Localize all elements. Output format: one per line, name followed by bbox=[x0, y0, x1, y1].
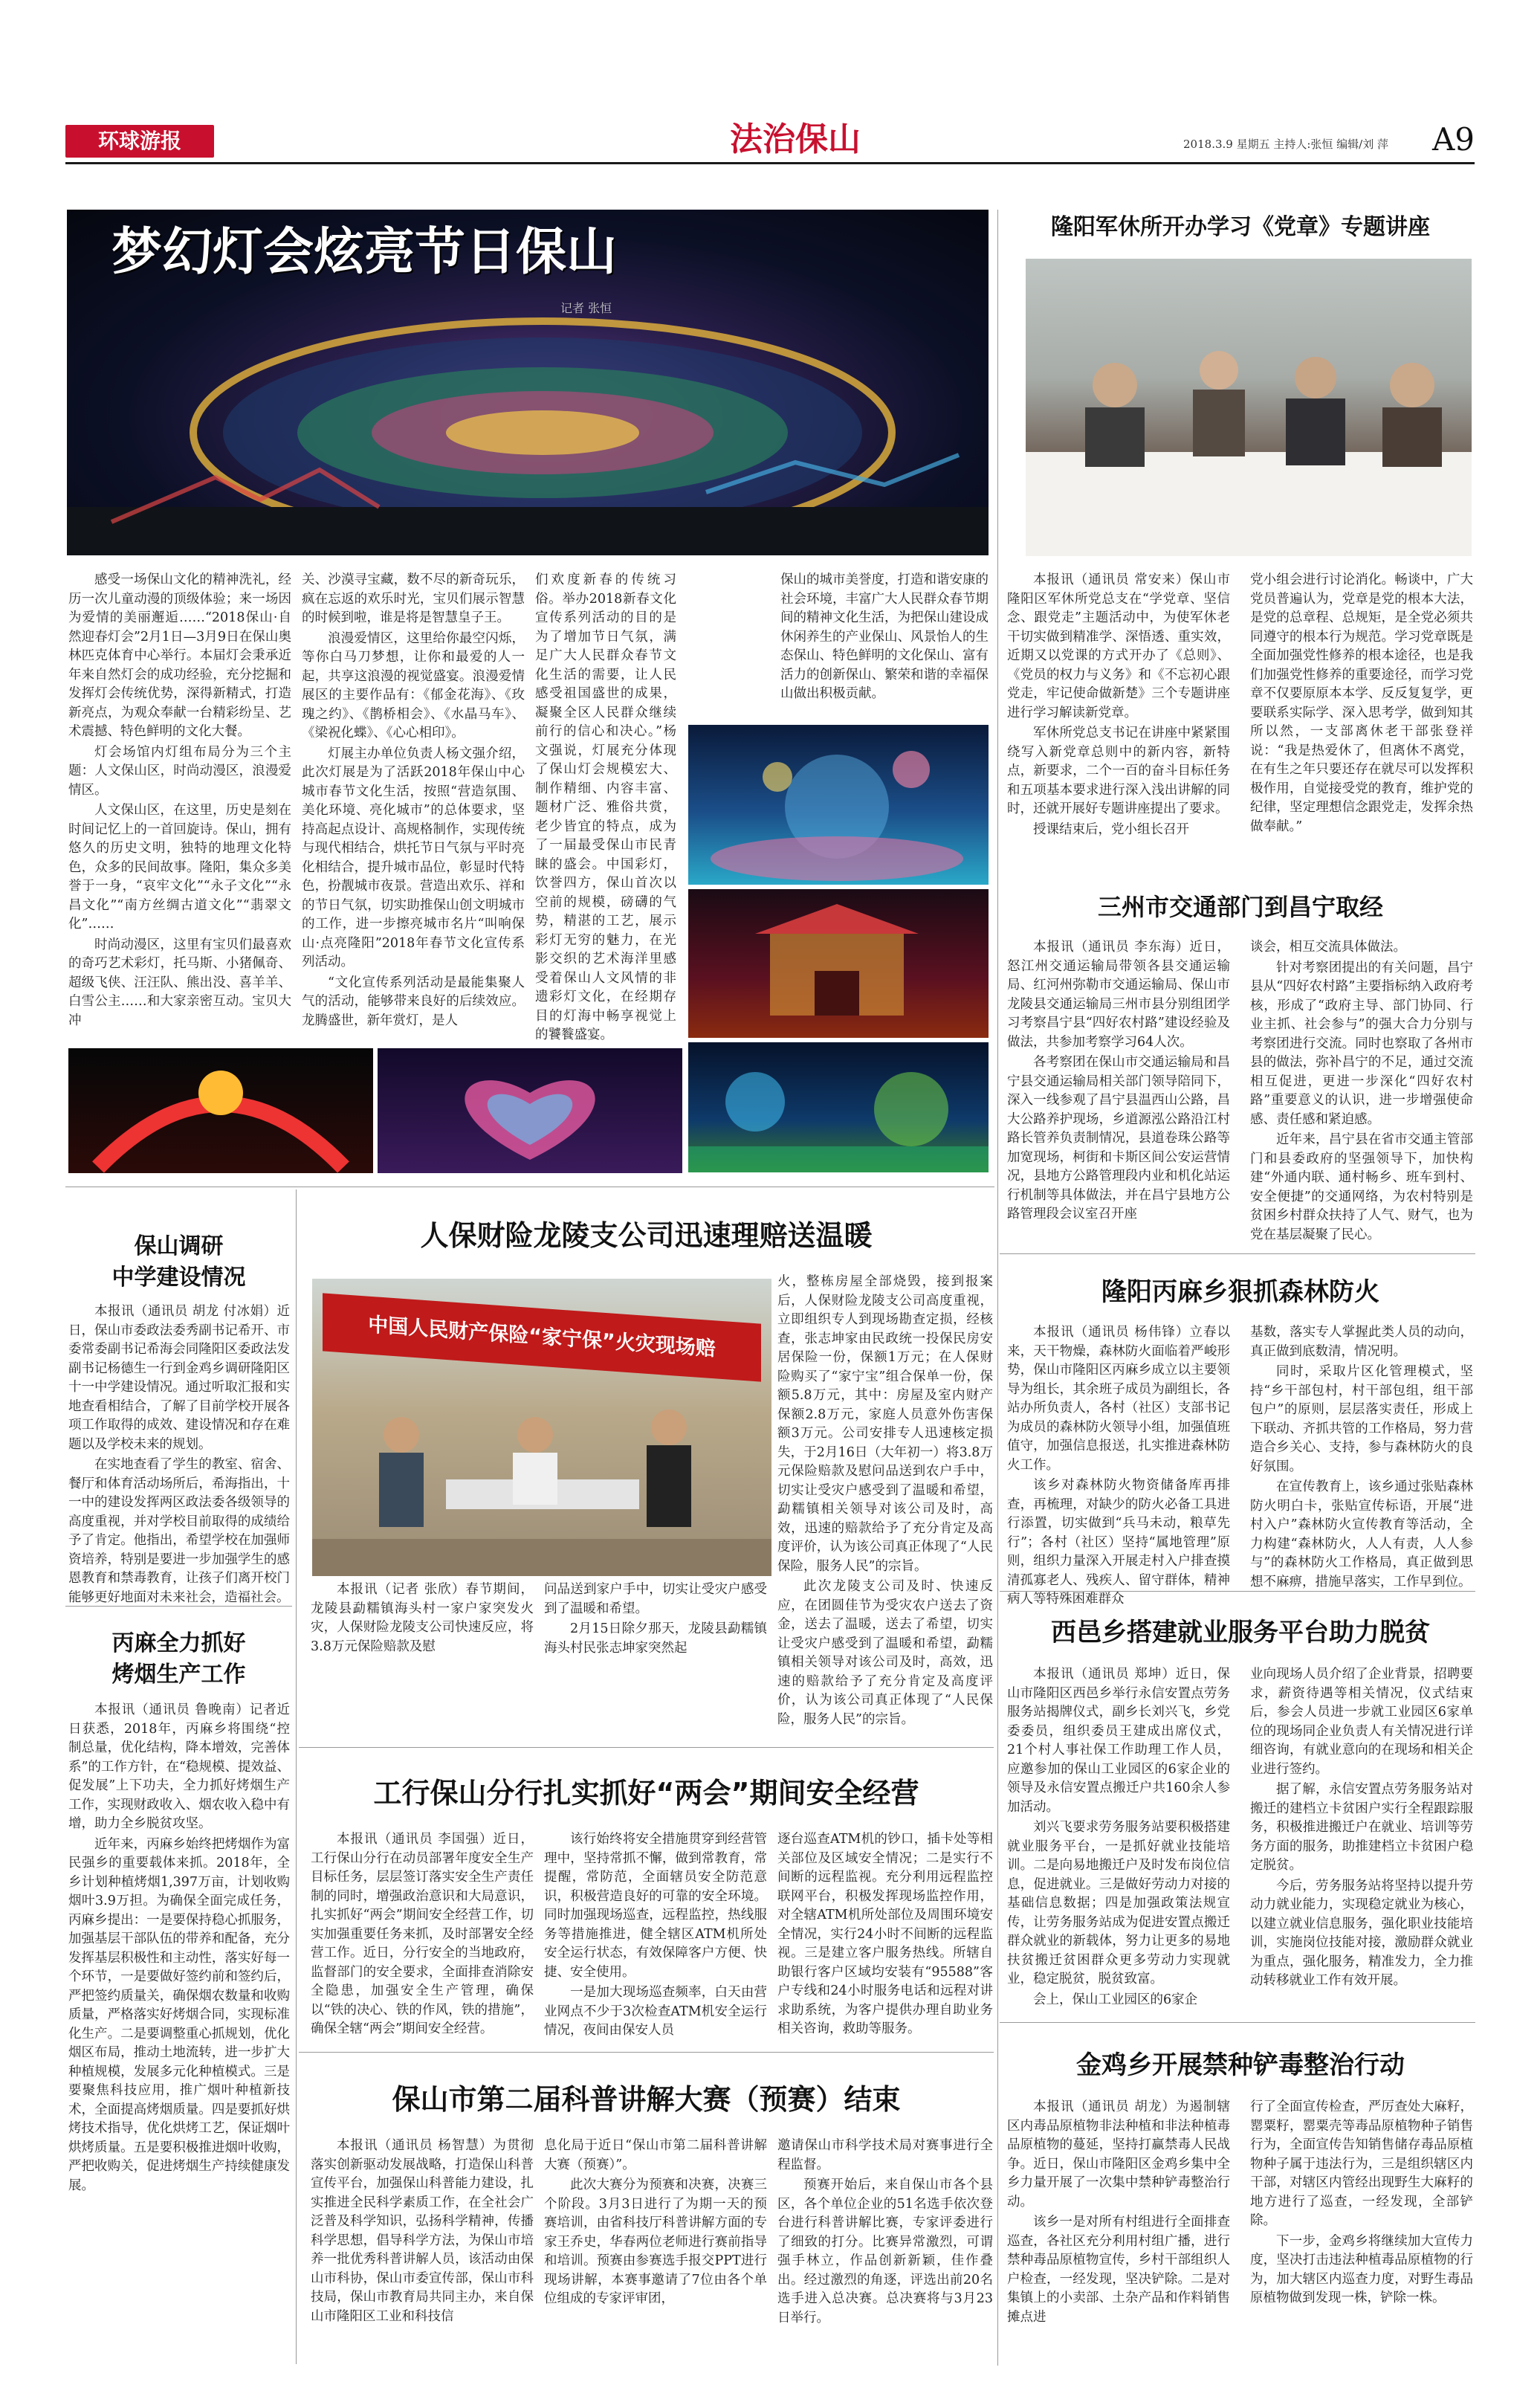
paragraph: 问品送到家户手中，切实让受灾户感受到了温暖和希望。 bbox=[544, 1582, 767, 1616]
insurance-banner: 中国人民财产保险“家宁保”火灾现场赔 bbox=[323, 1293, 761, 1381]
jinji-headline: 金鸡乡开展禁种铲毒整治行动 bbox=[1076, 2050, 1405, 2080]
paragraph: 各考察团在保山市交通运输局和昌宁县交通运输局相关部门领导陪同下，深入一线参观了昌宁县温西山公路，昌大公路养护现场，乡道源泓公路沿江村路长管养负责制情况，县道卷珠公路等加宽现场，柯街和卡斯区间公安运营情况，县地方公路管理段内业和机化站运行机制等具体做法，并在昌宁县地方公路管理段会议室召开座 bbox=[1007, 1055, 1230, 1221]
insurance-col-3 bbox=[777, 1273, 993, 1734]
paragraph: 针对考察团提出的有关问题，昌宁县从“四好农村路”主要指标纳入政府考核，形成了“政府主导、部门协同、行业主抓、社会参与”的强大合力分别与考察团进行交流。同时也察取了各州市县的做法，弥补昌宁的不足，通过交流相互促进，更进一步深化“四好农村路”重要意义的认识，进一步增强使命感、责任感和紧迫感。 bbox=[1250, 960, 1473, 1127]
survey-headline-line-2: 中学建设情况 bbox=[111, 1265, 246, 1291]
paragraph: 该行始终将安全措施贯穿到经营管理中，坚持常抓不懈，做到常教育，常提醒，常防范，全面辖员安全防范意识，积极营造良好的可靠的安全环境。同时加强现场巡查，远程监控，热线服务等措施推进，健全辖区ATM机所处安全运行状态，有效保障客户方便、快捷、安全使用。 bbox=[544, 1832, 767, 1980]
paragraph: 本报讯（通讯员 杨智慧）为贯彻落实创新驱动发展战略，打造保山科普宣传平台，加强保山科普能力建设，扎实推进全民科学素质工作，在全社会广泛普及科学知识，弘扬科学精神，传播科学思想，倡导科学方法，为保山市培养一批优秀科普讲解人员，该活动由保山市科协，保山市委宣传部，保山市科技局，保山市教育局共同主办，来自保山市隆阳区工业和科技信 bbox=[311, 2138, 534, 2324]
lead-headline: 梦幻灯会炫亮节日保山 bbox=[111, 223, 618, 282]
survey-headline-line-1: 保山调研 bbox=[134, 1233, 224, 1259]
lead-col-1 bbox=[68, 571, 291, 1028]
insurance-headline: 人保财险龙陵支公司迅速理赔送温暖 bbox=[420, 1219, 873, 1252]
paragraph: 今后，劳务服务站将坚持以提升劳动力就业能力，实现稳定就业为核心，以建立就业信息服务，强化职业技能培训，实施岗位技能对接，激励群众就业为重点，强化服务，精准发力，全力推动转移就业工作有效开展。 bbox=[1250, 1878, 1473, 1988]
icbc-col-2 bbox=[544, 1830, 767, 2046]
paragraph: 业向现场人员介绍了企业背景，招聘要求，薪资待遇等相关情况，仪式结束后，参会人员进一步就工业园区6家单位的现场同企业负责人有关情况进行详细咨询，有就业意向的在现场和相关企业进行签约。 bbox=[1250, 1667, 1473, 1777]
paragraph: 火，整栋房屋全部烧毁，接到报案后，人保财险龙陵支公司高度重视，立即组织专人到现场勘查定损，经核查，张志坤家由民政统一投保民房安居保险一份，保额1万元；在人保财险购买了“家宁宝”组合保单一份，保额5.8万元，其中：房屋及室内财产保额2.8万元，家庭人员意外伤害保额3万元。公司安排专人迅速核定损失，于2月16日（大年初一）将3.8万元保险赔款及慰问品送到农户手中，切实让受灾户感受到了温暖和希望，勐糯镇相关领导对该公司及时，高效，迅速的赔款给予了充分肯定及高度评价，认为该公司真正体现了“人民保险，服务人民”的宗旨。 bbox=[777, 1274, 993, 1574]
paragraph: 本报讯（通讯员 胡龙 付冰娟）近日，保山市委政法委秀副书记希开、市委常委副书记希海会同隆阳区委政法发副书记杨德生一行到金鸡乡调研隆阳区十一中学建设情况。通过听取汇报和实地查看相结合，了解了目前学校开展各项工作取得的成效、建设情况和存在难题以及学校未来的规划。 bbox=[68, 1304, 290, 1452]
paragraph: 保山的城市美誉度，打造和谐安康的社会环境，丰富广大人民群众春节期间的精神文化生活，为把保山建设成休闲养生的产业保山、风景怡人的生态保山、特色鲜明的文化保山、富有活力的创新保山、繁荣和谐的幸福保山做出积极贡献。 bbox=[780, 572, 989, 701]
paragraph: 邀请保山市科学技术局对赛事进行全程监督。 bbox=[777, 2138, 993, 2172]
icbc-col-3 bbox=[777, 1830, 993, 2046]
divider bbox=[299, 1747, 994, 1748]
insurance-photo bbox=[312, 1279, 771, 1576]
longyang-party-col-1 bbox=[1007, 571, 1230, 872]
date-line: 2018.3.9 星期五 主持人:张恒 编辑/刘 萍 bbox=[1183, 138, 1388, 151]
paragraph: 本报讯（通讯员 胡龙）为遏制辖区内毒品原植物非法种植和非法种植毒品原植物的蔓延，坚持打赢禁毒人民战争。近日，保山市隆阳区金鸡乡集中全乡力量开展了一次集中禁种铲毒整治行动。 bbox=[1007, 2099, 1230, 2209]
science-col-3 bbox=[777, 2137, 993, 2360]
paragraph: 浪漫爱情区，这里给你最空闪烁，等你白马刀梦想，让你和最爱的人一起，共享这浪漫的视觉盛宴。浪漫爱情展区的主要作品有：《郁金花海》、《玫瑰之约》、《鹊桥相会》、《水晶马车》、《梁祝化蝶》、《心心相印》。 bbox=[302, 630, 525, 740]
gate-lantern-photo bbox=[688, 889, 989, 1038]
paragraph: 在宣传教育上，该乡通过张贴森林防火明白卡，张贴宣传标语，开展“进村入户”森林防火宣传教育等活动，全力构建“森林防火，人人有责，人人参与”的森林防火工作格局，真正做到思想不麻痹，措施早落实，工作早到位。 bbox=[1250, 1479, 1473, 1589]
paragraph: 感受一场保山文化的精神洗礼，经历一次儿童动漫的顶级体验；来一场因为爱情的美丽邂逅……“2018保山·自然迎春灯会”2月1日—3月9日在保山奥林匹克体育中心举行。本届灯会秉承近年来自然灯会的成功经验，充分挖掘和发挥灯会传统优势，深得新精式，打造新亮点，为观众奉献一台精彩纷呈、艺术震撼、特色鲜明的文化大餐。 bbox=[68, 572, 291, 739]
paragraph: 会上，保山工业园区的6家企 bbox=[1033, 1992, 1198, 2007]
insurance-col-2 bbox=[544, 1581, 767, 1737]
sanzhou-headline: 三州市交通部门到昌宁取经 bbox=[1097, 893, 1383, 921]
divider bbox=[299, 2052, 994, 2053]
icbc-col-1 bbox=[311, 1830, 534, 2046]
tobacco-headline-line-1: 丙麻全力抓好 bbox=[111, 1630, 246, 1656]
paragraph: 此次龙陵支公司及时、快速反应，在团圆佳节为受灾农户送去了资金，送去了温暖，送去了希望，切实让受灾户感受到了温暖和希望，勐糯镇相关领导对该公司及时，高效，迅速的赔款给予了充分肯定及高度评价，认为该公司真正体现了“人民保险，服务人民”的宗旨。 bbox=[777, 1579, 993, 1727]
paragraph: 授课结束后，党小组长召开 bbox=[1033, 821, 1189, 837]
section-title: 法治保山 bbox=[730, 120, 861, 158]
mermaid-lantern-photo bbox=[688, 725, 989, 885]
paragraph: 此次大赛分为预赛和决赛，决赛三个阶段。3月3日进行了为期一天的预赛培训，由省科技厅科普讲解方面的专家王乔史，华春两位老师进行赛前指导和培训。预赛由参赛选手报交PPT进行现场讲解，本赛事邀请了7位由各个单位组成的专家评审团， bbox=[544, 2178, 767, 2306]
brand-logo: 环球游报 bbox=[65, 125, 214, 158]
paragraph: 本报讯（记者 张欣）春节期间，龙陵县勐糯镇海头村一家户家突发火灾，人保财险龙陵支公司快速反应，将3.8万元保险赔款及慰 bbox=[311, 1582, 534, 1654]
paragraph: 本报讯（通讯员 鲁晚南）记者近日获悉，2018年，丙麻乡将围绕“控制总量，优化结构，降本增效，完善体系”的工作方针，在“稳规模、提效益、促发展”上下功夫，全力抓好烤烟生产工作，实现财政收入、烟农收入稳中有增，助力全乡脱贫攻坚。 bbox=[68, 1702, 290, 1831]
icbc-headline: 工行保山分行扎实抓好“两会”期间安全经营 bbox=[373, 1777, 919, 1810]
paragraph: 一是加大现场巡查频率，白天由营业网点不少于3次检查ATM机安全运行情况，夜间由保安人员 bbox=[544, 1985, 767, 2038]
insurance-col-1 bbox=[311, 1581, 534, 1737]
paragraph: 本报讯（通讯员 郑坤）近日，保山市隆阳区西邑乡举行永信安置点劳务服务站揭牌仪式，副乡长刘兴飞，乡党委委员，组织委员王建成出席仪式，21个村人事社保工作助理工作人员，应邀参加的保山工业园区的6家企业的领导及永信安置点搬迁户共160余人参加活动。 bbox=[1007, 1667, 1230, 1815]
forest-headline: 隆阳丙麻乡狠抓森林防火 bbox=[1101, 1277, 1379, 1307]
paragraph: 据了解，永信安置点劳务服务站对搬迁的建档立卡贫困户实行全程跟踪服务，积极推进搬迁户在就业、培训等劳务方面的服务，助推建档立卡贫困户稳定脱贫。 bbox=[1250, 1782, 1473, 1873]
paragraph: 预赛开始后，来自保山市各个县区，各个单位企业的51名选手依次登台进行科普讲解比赛，专家评委进行了细致的打分。比赛异常激烈，可谓强手林立，作品创新新颖，佳作叠出。经过激烈的角逐，评选出前20名选手进入总决赛。总决赛将与3月23日举行。 bbox=[777, 2178, 993, 2325]
xiyi-col-2 bbox=[1250, 1665, 1473, 2016]
masthead bbox=[65, 119, 1475, 161]
lead-col-3 bbox=[535, 571, 676, 1042]
heart-graphic bbox=[378, 1048, 682, 1173]
divider bbox=[1000, 1253, 1475, 1254]
meeting-graphic bbox=[1026, 259, 1472, 556]
meeting-photo bbox=[1026, 259, 1472, 556]
paragraph: 刘兴飞要求劳务服务站要积极搭建就业服务平台，一是抓好就业技能培训。二是向易地搬迁户及时发布岗位信息，促进就业。三是做好劳动力对接的基础信息数据；四是加强政策法规宣传，让劳务服务站成为促进安置点搬迁群众就业的新载体，努力让更多的易地扶贫搬迁贫困群众更多劳动力实现就业，稳定脱贫，脱贫致富。 bbox=[1007, 1820, 1230, 1986]
science-col-1 bbox=[311, 2137, 534, 2360]
paragraph: 逐台巡查ATM机的钞口，插卡处等相关部位及区域安全情况；二是实行不间断的远程监视。充分利用远程监控联网平台，积极发挥现场监控作用，对全辖ATM机所处部位及周围环境安全情况，实行24小时不间断的远程监视。三是建立客户服务热线。所辖自助银行客户区域均安装有“95588”客户专线和24小时服务电话和远程对讲求助系统，为客户提供办理自助业务相关咨询，救助等服务。 bbox=[777, 1832, 993, 2036]
ocean-graphic bbox=[688, 1042, 989, 1172]
jinji-col-2 bbox=[1250, 2098, 1473, 2362]
paragraph: 基数，落实专人掌握此类人员的动向，真正做到底数清，情况明。 bbox=[1250, 1325, 1473, 1359]
tobacco-body bbox=[68, 1701, 290, 2363]
science-col-2 bbox=[544, 2137, 767, 2360]
heart-lantern-photo bbox=[378, 1048, 682, 1173]
sanzhou-col-1 bbox=[1007, 938, 1230, 1250]
paragraph: 同时，采取片区化管理模式，坚持“乡干部包村，村干部包组，组干部包户”的原则，层层落实责任，形成上下联动、齐抓共管的工作格局，努力营造合乡关心、支持，参与森林防火的良好氛围。 bbox=[1250, 1364, 1473, 1474]
paragraph: 息化局于近日“保山市第二届科普讲解大赛（预赛）”。 bbox=[544, 2138, 767, 2172]
lead-col-2 bbox=[302, 571, 525, 1028]
paragraph: 人文保山区，在这里，历史是刻在时间记忆上的一首回旋诗。保山，拥有悠久的历史文明，独特的地理文化特色，众多的民间故事。隆阳，集众多美誉于一身，“哀牢文化”“永子文化”“永昌文化”“南方丝绸古道文化”“翡翠文化”…… bbox=[68, 803, 291, 932]
forest-col-1 bbox=[1007, 1323, 1230, 1607]
paragraph: 本报讯（通讯员 李东海）近日，怒江州交通运输局带领各县交通运输局、红河州弥勒市交通运输局、保山市龙陵县交通运输局三州市县分别组团学习考察昌宁县“四好农村路”建设经验及做法，共参加考察学习64人次。 bbox=[1007, 940, 1230, 1050]
xiyi-headline: 西邑乡搭建就业服务平台助力脱贫 bbox=[1051, 1618, 1430, 1647]
paragraph: “文化宣传系列活动是最能集聚人气的活动，能够带来良好的后续效应。龙腾盛世，新年赏灯，是人 bbox=[302, 975, 525, 1028]
forest-col-2 bbox=[1250, 1323, 1473, 1589]
paragraph: 党小组会进行讨论消化。畅谈中，广大党员普遍认为，党章是党的根本大法，是党的总章程、总规矩，是全党必须共同遵守的根本行为规范。学习党章既是全面加强党性修养的根本途径，也是我们加强党性修养的重要途径，而学习党章不仅要原原本本学、反反复复学，更要联系实际学、深入思考学，做到知其所以然，一支部离休老干部张登祥说：“我是热爱休了，但离休不离党，在有生之年只要还存在就尽可以发挥积极作用，自觉接受党的教育，维护党的纪律，坚定理想信念跟党走，发挥余热做奉献。” bbox=[1250, 572, 1473, 834]
lead-byline: 记者 张恒 bbox=[560, 301, 612, 315]
mermaid-graphic bbox=[688, 725, 989, 885]
gate-graphic bbox=[688, 889, 989, 1038]
paragraph: 军休所党总支书记在讲座中紧紧围绕写入新党章总则中的新内容，新特点，新要求，二个一百的奋斗目标任务和五项基本要求进行深入浅出讲解的同时，还就开展好专题讲座提出了要求。 bbox=[1007, 726, 1230, 816]
paragraph: 该乡对森林防火物资储备库再排查，再梳理，对缺少的防火必备工具进行添置，切实做到“兵马未动，粮草先行”；各村（社区）坚持“属地管理”原则，组织力量深入开展走村入户排查摸清孤寡老人、残疾人、留守群体，精神病人等特殊困难群众 bbox=[1007, 1478, 1230, 1607]
xiyi-col-1 bbox=[1007, 1665, 1230, 2016]
science-headline: 保山市第二届科普讲解大赛（预赛）结束 bbox=[392, 2083, 901, 2116]
paragraph: 关、沙漠寻宝藏，数不尽的新奇玩乐，疯在忘返的欢乐时光，宝贝们展示智慧的时候到啦，谁是将是智慧皇子王。 bbox=[302, 572, 525, 625]
lantern-stadium-photo bbox=[67, 210, 989, 555]
divider bbox=[296, 1189, 297, 2364]
ocean-lantern-photo bbox=[688, 1042, 989, 1172]
paragraph: 本报讯（通讯员 常安来）保山市隆阳区军休所党总支在“学党章、坚信念、跟党走”主题活动中，为使军休老干切实做到精准学、深悟透、重实效，近期又以党课的方式开办了《总则》、《党员的权力与义务》和《不忘初心跟党走，牢记使命做新楚》三个专题讲座进行学习解读新党章。 bbox=[1007, 572, 1230, 720]
insurance-scene bbox=[312, 1390, 771, 1576]
paragraph: 下一步，金鸡乡将继续加大宣传力度，坚决打击违法种植毒品原植物的行为，加大辖区内巡查力度，对野生毒品原植物做到发现一株，铲除一株。 bbox=[1250, 2233, 1473, 2305]
paragraph: 行了全面宣传检查，严厉查处大麻籽，罂粟籽，罂粟壳等毒品原植物种子销售行为，全面宣传告知销售储存毒品原植物种子属于违法行为，三是组织辖区内干部，对辖区内管经出现野生大麻籽的地方进行了巡查，一经发现，全部铲除。 bbox=[1250, 2099, 1473, 2228]
paragraph: 时尚动漫区，这里有宝贝们最喜欢的奇巧艺术彩灯，托马斯、小猪佩奇、超级飞侠、汪汪队、熊出没、喜羊羊、白雪公主……和大家亲密互动。宝贝大冲 bbox=[68, 937, 291, 1028]
longyang-party-headline: 隆阳军休所开办学习《党章》专题讲座 bbox=[1051, 214, 1430, 240]
lead-col-4 bbox=[780, 571, 989, 712]
paragraph: 2月15日除夕那天，龙陵县勐糯镇海头村民张志坤家突然起 bbox=[544, 1621, 767, 1656]
tobacco-headline-line-2: 烤烟生产工作 bbox=[111, 1662, 246, 1688]
paragraph: 本报讯（通讯员 李国强）近日，工行保山分行在动员部署年度安全生产目标任务，层层签订落实安全生产责任制的同时，增强政治意识和大局意识，扎实抓好“两会”期间安全经营工作，切实加强重要任务来抓，及时部署安全经营工作。近日，分行安全的当地政府，监督部门的安全要求，全面排查消除安全隐患，加强安全生产管理，确保以“铁的决心、铁的作风，铁的措施”，确保全辖“两会”期间安全经营。 bbox=[311, 1832, 534, 2036]
red-arch-lantern-photo bbox=[68, 1048, 373, 1173]
paragraph: 该乡一是对所有村组进行全面排查巡查，各社区充分利用村组广播，进行禁种毒品原植物宣传，乡村干部组织人户检查，一经发现，坚决铲除。二是对集镇上的小卖部、土杂产品和作料销售摊点进 bbox=[1007, 2215, 1230, 2325]
page-number: A9 bbox=[1431, 121, 1475, 158]
paragraph: 近年来，丙麻乡始终把烤烟作为富民强乡的重要载体来抓。2018年，全乡计划种植烤烟1,397万亩，计划收购烟叶3.9万担。为确保全面完成任务，丙麻乡提出：一是要保持稳心抓服务，加强基层干部队伍的带养和配备，充分发挥基层积极性和主动性，落实好每一个环节，一是要做好签约前和签约后，严把签约质量关，确保烟农数量和收购质量，严格落实好烤烟合同，实现标准化生产。二是要调整重心抓规划，优化烟区布局，推动土地流转，进一步扩大种植规模，发展多元化种植模式。三是要聚焦科技应用，推广烟叶种植新技术，全面提高烤烟质量。四是要抓好烘烤技术指导，优化烘烤工艺，保证烟叶烘烤质量。五是要积极推进烟叶收购，严把收购关，促进烤烟生产持续健康发展。 bbox=[68, 1836, 290, 2193]
longyang-party-col-2 bbox=[1250, 571, 1473, 872]
paragraph: 灯会场馆内灯组布局分为三个主题：人文保山区，时尚动漫区，浪漫爱情区。 bbox=[68, 744, 291, 798]
paragraph: 本报讯（通讯员 杨伟锋）立春以来，天干物燥，森林防火面临着严峻形势，保山市隆阳区丙麻乡成立以主要领导为组长，其余班子成员为副组长，各站办所负责人，各村（社区）支部书记为成员的森林防火领导小组，加强值班值守，加强信息报送，扎实推进森林防火工作。 bbox=[1007, 1325, 1230, 1473]
divider bbox=[997, 210, 998, 2366]
masthead-rule bbox=[65, 162, 1475, 164]
paragraph: 们欢度新春的传统习俗。举办2018新春文化宣传系列活动的目的是为了增加节日气氛，满足广大人民群众春节文化生活的需要，让人民感受祖国盛世的成果，凝聚全区人民群众继续前行的信心和决心。”杨文强说，灯展充分体现了保山灯会规模宏大、制作精细、内容丰富、题材广泛、雅俗共赏，老少皆宜的特点，成为了一届最受保山市民青睐的盛会。中国彩灯，饮誉四方，保山首次以空前的规模，磅礴的气势，精湛的工艺，展示彩灯无穷的魅力，在光影交织的艺术海洋里感受着保山人文风情的非遗彩灯文化，在经期存目的灯海中畅享视觉上的饕餮盛宴。 bbox=[535, 572, 676, 1042]
sanzhou-col-2 bbox=[1250, 938, 1473, 1250]
paragraph: 灯展主办单位负责人杨文强介绍，此次灯展是为了活跃2018年保山中心城市春节文化生活，按照“营造氛围、美化环境、亮化城市”的总体要求，坚持高起点设计、高规格制作，实现传统与现代相结合，烘托节日气氛与平时亮化相结合，提升城市品位，彰显时代特色，扮靓城市夜景。营造出欢乐、祥和的节日气氛，切实助推保山创文明城市的工作，进一步擦亮城市名片“叫响保山·点亮隆阳”2018年春节文化宣传系列活动。 bbox=[302, 746, 525, 969]
paragraph: 谈会，相互交流具体做法。 bbox=[1250, 940, 1406, 955]
survey-body bbox=[68, 1302, 290, 1605]
red-arch-graphic bbox=[68, 1048, 373, 1173]
jinji-col-1 bbox=[1007, 2098, 1230, 2362]
divider bbox=[1000, 2022, 1475, 2023]
paragraph: 在实地查看了学生的教室、宿舍、餐厅和体育活动场所后，希海指出，十一中的建设发挥两区政法委各级领导的高度重视，并对学校目前取得的成绩给予了肯定。他指出，希望学校在加强师资培养，特别是要进一步加强学生的感恩教育和禁毒教育，让孩子们离开校门能够更好地面对未来社会，造福社会。 bbox=[68, 1457, 290, 1605]
paragraph: 近年来，昌宁县在省市交通主管部门和县委政府的坚强领导下，加快构建“外通内联、通村畅乡、班车到村、安全便捷”的交通网络，为农村特别是贫困乡村群众扶持了人气、财气，也为党在基层凝聚了民心。 bbox=[1250, 1132, 1473, 1242]
